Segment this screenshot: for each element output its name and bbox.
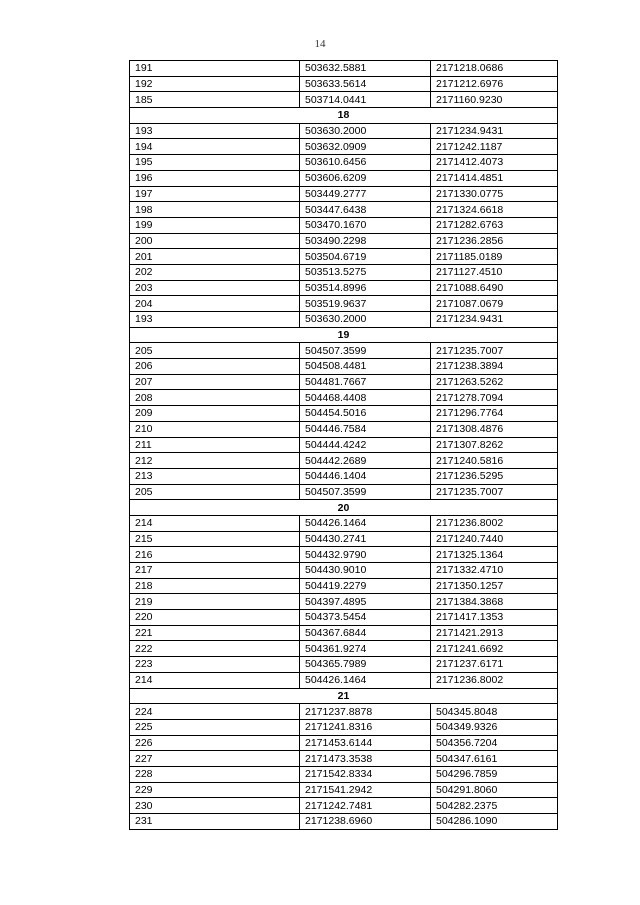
point-number-cell: 205 [130,343,300,359]
coordinate-y-cell: 504296.7859 [431,766,558,782]
table-row [130,249,558,265]
coordinate-x-cell: 504365.7989 [300,657,431,673]
coordinate-x-cell: 503470.1670 [300,217,431,233]
coordinate-y-cell: 2171236.8002 [431,672,558,688]
table-row [130,217,558,233]
point-number-cell: 199 [130,217,300,233]
coordinate-x-cell: 504481.7667 [300,374,431,390]
point-number-cell: 205 [130,484,300,500]
coordinates-table [129,60,558,830]
coordinate-x-cell: 504442.2689 [300,453,431,469]
table-row [130,280,558,296]
coordinate-y-cell: 2171384.3868 [431,594,558,610]
table-row [130,735,558,751]
coordinate-x-cell: 503632.5881 [300,61,431,77]
coordinate-y-cell: 2171127.4510 [431,264,558,280]
table-row [130,814,558,830]
section-heading-row [130,327,558,343]
coordinate-y-cell: 2171238.3894 [431,359,558,375]
table-row [130,468,558,484]
section-heading: 21 [130,688,558,704]
coordinate-x-cell: 503519.9637 [300,296,431,312]
table-row [130,170,558,186]
coordinate-x-cell: 503630.2000 [300,312,431,328]
point-number-cell: 221 [130,625,300,641]
point-number-cell: 224 [130,704,300,720]
table-row [130,437,558,453]
point-number-cell: 202 [130,264,300,280]
table-row [130,782,558,798]
table-row [130,264,558,280]
coordinate-y-cell: 504286.1090 [431,814,558,830]
point-number-cell: 216 [130,547,300,563]
section-heading-row [130,108,558,124]
table-row [130,594,558,610]
table-row [130,343,558,359]
coordinate-y-cell: 2171324.6618 [431,202,558,218]
coordinate-x-cell: 504373.5454 [300,610,431,626]
coordinate-y-cell: 2171236.2856 [431,233,558,249]
table-row [130,641,558,657]
coordinate-x-cell: 504507.3599 [300,343,431,359]
coordinate-x-cell: 2171473.3538 [300,751,431,767]
coordinate-x-cell: 504507.3599 [300,484,431,500]
coordinate-x-cell: 503514.8996 [300,280,431,296]
coordinate-y-cell: 2171236.5295 [431,468,558,484]
coordinate-y-cell: 2171236.8002 [431,515,558,531]
point-number-cell: 223 [130,657,300,673]
coordinate-x-cell: 503630.2000 [300,123,431,139]
coordinate-x-cell: 2171541.2942 [300,782,431,798]
table-row [130,202,558,218]
coordinate-x-cell: 504426.1464 [300,515,431,531]
point-number-cell: 209 [130,406,300,422]
coordinate-y-cell: 2171282.6763 [431,217,558,233]
table-row [130,359,558,375]
point-number-cell: 198 [130,202,300,218]
coordinate-y-cell: 2171308.4876 [431,421,558,437]
coordinate-y-cell: 2171242.1187 [431,139,558,155]
table-row [130,186,558,202]
coordinate-y-cell: 2171278.7094 [431,390,558,406]
coordinate-x-cell: 2171242.7481 [300,798,431,814]
point-number-cell: 193 [130,312,300,328]
point-number-cell: 207 [130,374,300,390]
point-number-cell: 193 [130,123,300,139]
point-number-cell: 230 [130,798,300,814]
coordinate-x-cell: 504432.9790 [300,547,431,563]
table-row [130,657,558,673]
coordinate-x-cell: 504468.4408 [300,390,431,406]
coordinate-y-cell: 2171087.0679 [431,296,558,312]
point-number-cell: 214 [130,515,300,531]
point-number-cell: 211 [130,437,300,453]
coordinate-y-cell: 2171160.9230 [431,92,558,108]
table-row [130,155,558,171]
coordinate-x-cell: 504446.1404 [300,468,431,484]
table-row [130,61,558,77]
coordinate-y-cell: 2171296.7764 [431,406,558,422]
table-row [130,610,558,626]
point-number-cell: 228 [130,766,300,782]
coordinate-y-cell: 2171414.4851 [431,170,558,186]
coordinate-x-cell: 503449.2777 [300,186,431,202]
coordinate-x-cell: 503610.6456 [300,155,431,171]
coordinate-x-cell: 504430.2741 [300,531,431,547]
coordinate-y-cell: 2171234.9431 [431,312,558,328]
point-number-cell: 208 [130,390,300,406]
coordinate-x-cell: 2171542.8334 [300,766,431,782]
coordinate-x-cell: 503490.2298 [300,233,431,249]
table-row [130,563,558,579]
coordinate-y-cell: 504356.7204 [431,735,558,751]
coordinate-y-cell: 2171325.1364 [431,547,558,563]
point-number-cell: 222 [130,641,300,657]
point-number-cell: 192 [130,76,300,92]
coordinate-y-cell: 2171235.7007 [431,343,558,359]
coordinate-y-cell: 2171307.8262 [431,437,558,453]
point-number-cell: 196 [130,170,300,186]
table-row [130,751,558,767]
table-row [130,547,558,563]
coordinate-y-cell: 2171412.4073 [431,155,558,171]
point-number-cell: 213 [130,468,300,484]
table-row [130,233,558,249]
table-row [130,123,558,139]
coordinate-y-cell: 2171350.1257 [431,578,558,594]
coordinate-x-cell: 504430.9010 [300,563,431,579]
coordinate-y-cell: 504345.8048 [431,704,558,720]
coordinate-x-cell: 503447.6438 [300,202,431,218]
table-row [130,406,558,422]
coordinate-x-cell: 2171453.6144 [300,735,431,751]
coordinate-x-cell: 503606.6209 [300,170,431,186]
point-number-cell: 197 [130,186,300,202]
coordinate-y-cell: 2171332.4710 [431,563,558,579]
page-number: 14 [314,38,326,50]
coordinate-y-cell: 2171263.5262 [431,374,558,390]
point-number-cell: 217 [130,563,300,579]
point-number-cell: 206 [130,359,300,375]
coordinate-y-cell: 2171421.2913 [431,625,558,641]
point-number-cell: 231 [130,814,300,830]
point-number-cell: 195 [130,155,300,171]
table-row [130,312,558,328]
coordinate-x-cell: 503633.5614 [300,76,431,92]
coordinate-x-cell: 2171237.8878 [300,704,431,720]
coordinate-x-cell: 504419.2279 [300,578,431,594]
point-number-cell: 204 [130,296,300,312]
coordinate-x-cell: 503513.5275 [300,264,431,280]
table-row [130,92,558,108]
table-row [130,421,558,437]
point-number-cell: 229 [130,782,300,798]
coordinate-x-cell: 2171241.8316 [300,719,431,735]
table-row [130,704,558,720]
point-number-cell: 194 [130,139,300,155]
point-number-cell: 212 [130,453,300,469]
coordinate-y-cell: 504291.8060 [431,782,558,798]
table-row [130,374,558,390]
point-number-cell: 215 [130,531,300,547]
coordinate-x-cell: 504508.4481 [300,359,431,375]
point-number-cell: 191 [130,61,300,77]
point-number-cell: 185 [130,92,300,108]
coordinate-y-cell: 2171212.6976 [431,76,558,92]
coordinate-x-cell: 503632.0909 [300,139,431,155]
coordinate-x-cell: 504426.1464 [300,672,431,688]
table-row [130,139,558,155]
point-number-cell: 214 [130,672,300,688]
point-number-cell: 220 [130,610,300,626]
coordinate-y-cell: 2171241.6692 [431,641,558,657]
table-row [130,531,558,547]
table-row [130,390,558,406]
coordinate-y-cell: 2171235.7007 [431,484,558,500]
coordinate-y-cell: 2171185.0189 [431,249,558,265]
table-row [130,76,558,92]
section-heading-row [130,688,558,704]
point-number-cell: 219 [130,594,300,610]
table-row [130,719,558,735]
coordinate-x-cell: 504444.4242 [300,437,431,453]
coordinate-y-cell: 2171234.9431 [431,123,558,139]
coordinate-x-cell: 2171238.6960 [300,814,431,830]
table-row [130,625,558,641]
coordinate-y-cell: 504347.6161 [431,751,558,767]
coordinate-y-cell: 2171330.0775 [431,186,558,202]
section-heading: 20 [130,500,558,516]
point-number-cell: 225 [130,719,300,735]
coordinate-y-cell: 2171218.0686 [431,61,558,77]
point-number-cell: 218 [130,578,300,594]
table-row [130,766,558,782]
section-heading-row [130,500,558,516]
coordinate-x-cell: 504397.4895 [300,594,431,610]
point-number-cell: 200 [130,233,300,249]
coordinate-y-cell: 2171240.5816 [431,453,558,469]
section-heading: 18 [130,108,558,124]
point-number-cell: 226 [130,735,300,751]
point-number-cell: 203 [130,280,300,296]
table-row [130,672,558,688]
coordinate-x-cell: 503504.6719 [300,249,431,265]
point-number-cell: 201 [130,249,300,265]
point-number-cell: 227 [130,751,300,767]
table-row [130,484,558,500]
coordinate-x-cell: 503714.0441 [300,92,431,108]
point-number-cell: 210 [130,421,300,437]
coordinate-x-cell: 504361.9274 [300,641,431,657]
coordinate-y-cell: 2171417.1353 [431,610,558,626]
coordinates-table-body [130,61,558,830]
coordinate-x-cell: 504454.5016 [300,406,431,422]
table-row [130,578,558,594]
coordinate-y-cell: 2171240.7440 [431,531,558,547]
section-heading: 19 [130,327,558,343]
coordinate-y-cell: 504282.2375 [431,798,558,814]
coordinate-x-cell: 504446.7584 [300,421,431,437]
table-row [130,453,558,469]
coordinate-x-cell: 504367.6844 [300,625,431,641]
table-row [130,296,558,312]
table-row [130,515,558,531]
coordinate-y-cell: 504349.9326 [431,719,558,735]
table-row [130,798,558,814]
coordinate-y-cell: 2171237.6171 [431,657,558,673]
coordinate-y-cell: 2171088.6490 [431,280,558,296]
